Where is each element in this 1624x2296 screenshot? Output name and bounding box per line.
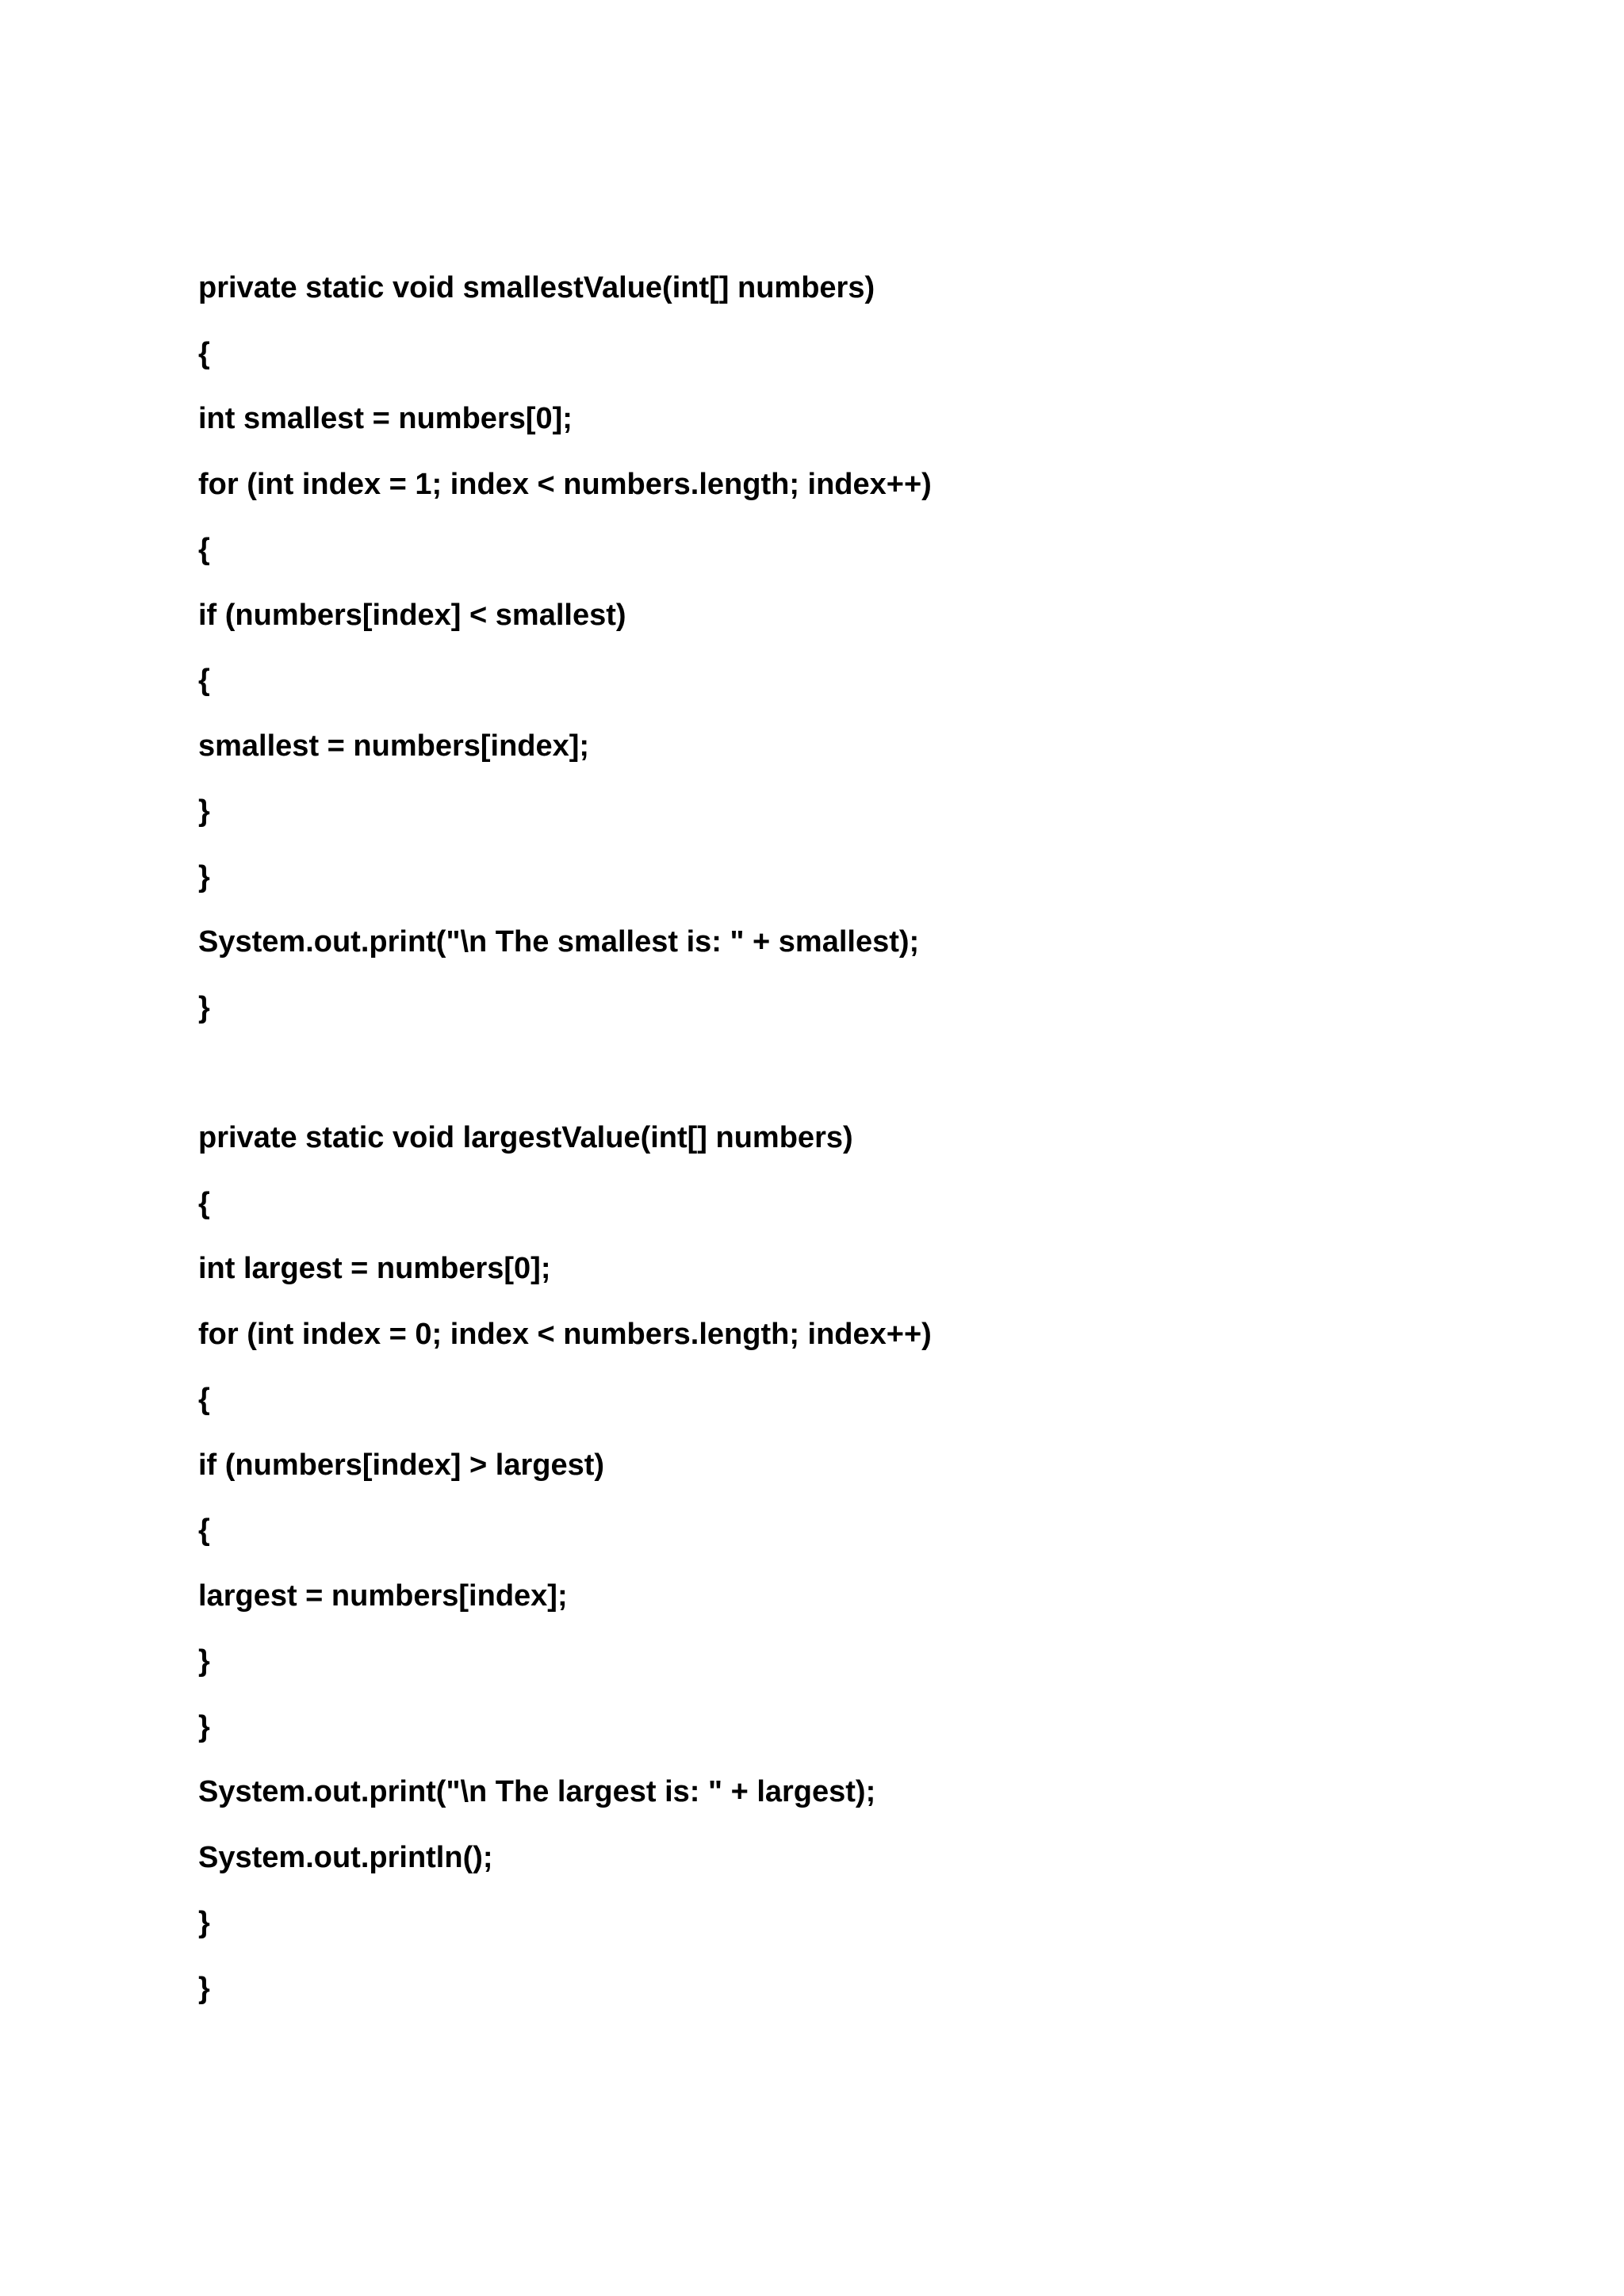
code-line: } bbox=[198, 1644, 210, 1678]
code-line: { bbox=[198, 1513, 210, 1547]
code-line: largest = numbers[index]; bbox=[198, 1578, 568, 1613]
code-line: } bbox=[198, 990, 210, 1024]
code-line: } bbox=[198, 1906, 210, 1939]
code-line: } bbox=[198, 1971, 210, 2005]
smallest-value-method bbox=[198, 255, 932, 1040]
code-line: smallest = numbers[index]; bbox=[198, 729, 590, 763]
code-line: } bbox=[198, 859, 210, 894]
code-line: if (numbers[index] < smallest) bbox=[198, 598, 626, 632]
code-line: System.out.println(); bbox=[198, 1840, 493, 1874]
code-line: System.out.print("\n The largest is: " + largest); bbox=[198, 1775, 876, 1808]
code-line: { bbox=[198, 336, 210, 370]
code-line: } bbox=[198, 794, 210, 828]
code-line: for (int index = 1; index < numbers.length; index++) bbox=[198, 467, 932, 501]
largest-value-method bbox=[198, 1105, 932, 2021]
code-line: if (numbers[index] > largest) bbox=[198, 1448, 605, 1482]
code-line: } bbox=[198, 1709, 210, 1743]
code-line: private static void largestValue(int[] numbers) bbox=[198, 1121, 853, 1154]
code-line: { bbox=[198, 1383, 210, 1416]
code-line: for (int index = 0; index < numbers.length; index++) bbox=[198, 1317, 932, 1351]
code-line: int largest = numbers[0]; bbox=[198, 1252, 551, 1285]
code-line: { bbox=[198, 533, 210, 566]
code-line: { bbox=[198, 664, 210, 697]
code-line: int smallest = numbers[0]; bbox=[198, 402, 573, 435]
code-line: { bbox=[198, 1186, 210, 1220]
code-line: System.out.print("\n The smallest is: " + smallest); bbox=[198, 925, 920, 959]
code-line: private static void smallestValue(int[] numbers) bbox=[198, 271, 875, 304]
